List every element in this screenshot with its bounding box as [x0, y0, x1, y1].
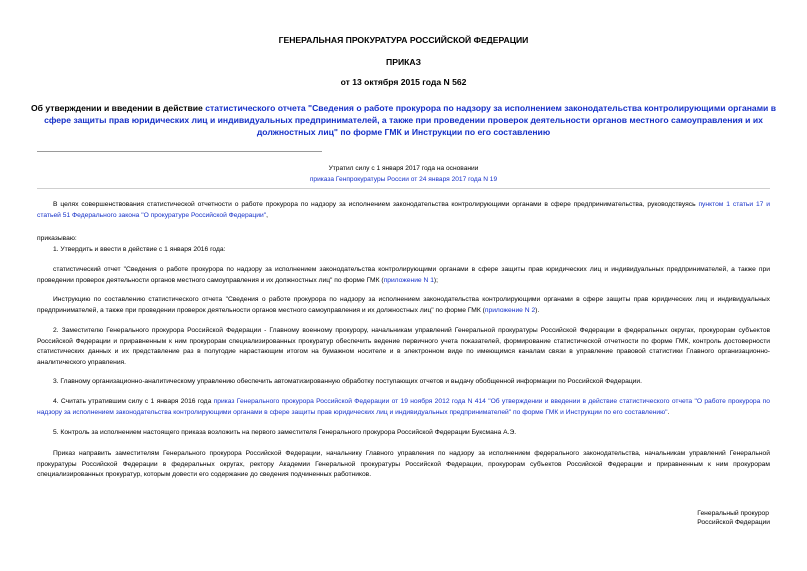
subject-link[interactable]: статистического отчета "Сведения о работе прокурора по надзору за исполнением законодательства контролирующими органами в сфере защиты прав юридических лиц и индивидуальных предпринимателей, а также при проведении проверок деятельности органов местного самоуправления и их должностных лиц" по форме ГМК и Инструкции по его составлению [44, 103, 777, 137]
divider-long [37, 188, 770, 189]
item-5: 5. Контроль за исполнением настоящего приказа возложить на первого заместителя Генерального прокурора Российской Федерации Буксмана А.Э. [53, 429, 517, 436]
signature-title: Генеральный прокурор [697, 510, 769, 517]
preamble-tail: , [266, 211, 268, 219]
appendix-1-link[interactable]: приложение N 1 [383, 276, 434, 284]
item-4-paragraph [37, 397, 770, 418]
lost-force-link-line [0, 176, 807, 183]
signature-country: Российской Федерации [697, 519, 770, 526]
item-2: 2. Заместителю Генерального прокурора Российской Федерации - Главному военному прокурору, начальникам управлений Генеральной прокуратуры Российской Федерации в федеральных округах, прокурорам субъектов Российской Федерации и приравненным к ним прокурорам специализированных прокуратур обеспечить ведение первичного учета показателей, формирование статистической отчетности по форме ГМК, контроль достоверности статистических данных и их представление раз в полугодие нарастающим итогом на бумажном носителе и в электронном виде по имеющимся каналам связи в управление правовой статистики Главного организационно-аналитического управления. [37, 327, 770, 366]
closing-paragraph: Приказ направить заместителям Генерального прокурора Российской Федерации, начальнику Главного управления по надзору за исполнением федерального законодательства, начальникам управлений Генеральной прокуратуры Российской Федерации в федеральных округах, ректору Академии Генеральной прокуратуры Российской Федерации, прокурорам субъектов Российской Федерации и приравненным к ним прокурорам специализированных прокуратур, которым довести его содержание до сведения подчиненных работников. [37, 450, 770, 478]
repealed-order-link[interactable]: приказ Генерального прокурора Российской Федерации от 19 ноября 2012 года N 414 "Об утверждении и введении в действие статистического отчета "О работе прокурора по надзору за исполнением законодательства контролирующими органами в сфере защиты прав юридических лиц и индивидуальных предпринимателей" по форме ГМК и Инструкции по его составлению" [37, 398, 771, 416]
doc-date-number: от 13 октября 2015 года N 562 [340, 77, 467, 87]
doc-type: ПРИКАЗ [386, 57, 421, 67]
item-1b-tail: ). [535, 306, 540, 314]
item-1a-tail: ); [433, 276, 439, 284]
preamble-text: В целях совершенствования статистической отчетности о работе прокурора по надзору за исполнением законодательства контролирующими органами в сфере предпринимательства, руководствуясь [53, 201, 699, 208]
item-1: 1. Утвердить и ввести в действие с 1 января 2016 года: [53, 246, 226, 253]
preamble-paragraph [37, 200, 770, 221]
lost-force-note: Утратил силу с 1 января 2017 года на основании [328, 165, 479, 172]
item-1b-paragraph [37, 295, 770, 316]
order-word: приказываю: [37, 235, 77, 242]
item-3: 3. Главному организационно-аналитическому управлению обеспечить автоматизированную обработку поступающих отчетов и выдачу обобщенной информации по Российской Федерации. [53, 378, 643, 385]
subject-prefix: Об утверждении и введении в действие [30, 103, 206, 113]
doc-subject [20, 102, 787, 138]
item-1a-paragraph [37, 265, 770, 286]
item-4-tail: . [667, 408, 670, 416]
item-1b-text: Инструкцию по составлению статистического отчета "Сведения о работе прокурора по надзору за исполнением законодательства контролирующими органами в сфере защиты прав юридических лиц и индивидуальных предпринимателей, а также при проведении проверок деятельности органов местного самоуправления и их должностных лиц" по форме ГМК ( [37, 296, 770, 314]
signature-block [697, 510, 770, 526]
preamble-law-link[interactable]: пунктом 1 статьи 17 и статьей 51 Федерального закона "О прокуратуре Российской Федерации" [37, 201, 770, 219]
divider-short [37, 151, 322, 152]
appendix-2-link[interactable]: приложение N 2 [484, 306, 536, 314]
org-title: ГЕНЕРАЛЬНАЯ ПРОКУРАТУРА РОССИЙСКОЙ ФЕДЕРАЦИИ [278, 35, 529, 45]
item-1a-text: статистический отчет "Сведения о работе прокурора по надзору за исполнением законодательства контролирующими органами в сфере защиты прав юридических лиц и индивидуальных предпринимателей, а также при проведении проверок деятельности органов местного самоуправления и их должностных лиц" по форме ГМК ( [37, 266, 770, 284]
lost-force-link[interactable]: приказа Генпрокуратуры России от 24 января 2017 года N 19 [309, 176, 498, 183]
item-4-text: 4. Считать утратившим силу с 1 января 2016 года [53, 398, 214, 405]
